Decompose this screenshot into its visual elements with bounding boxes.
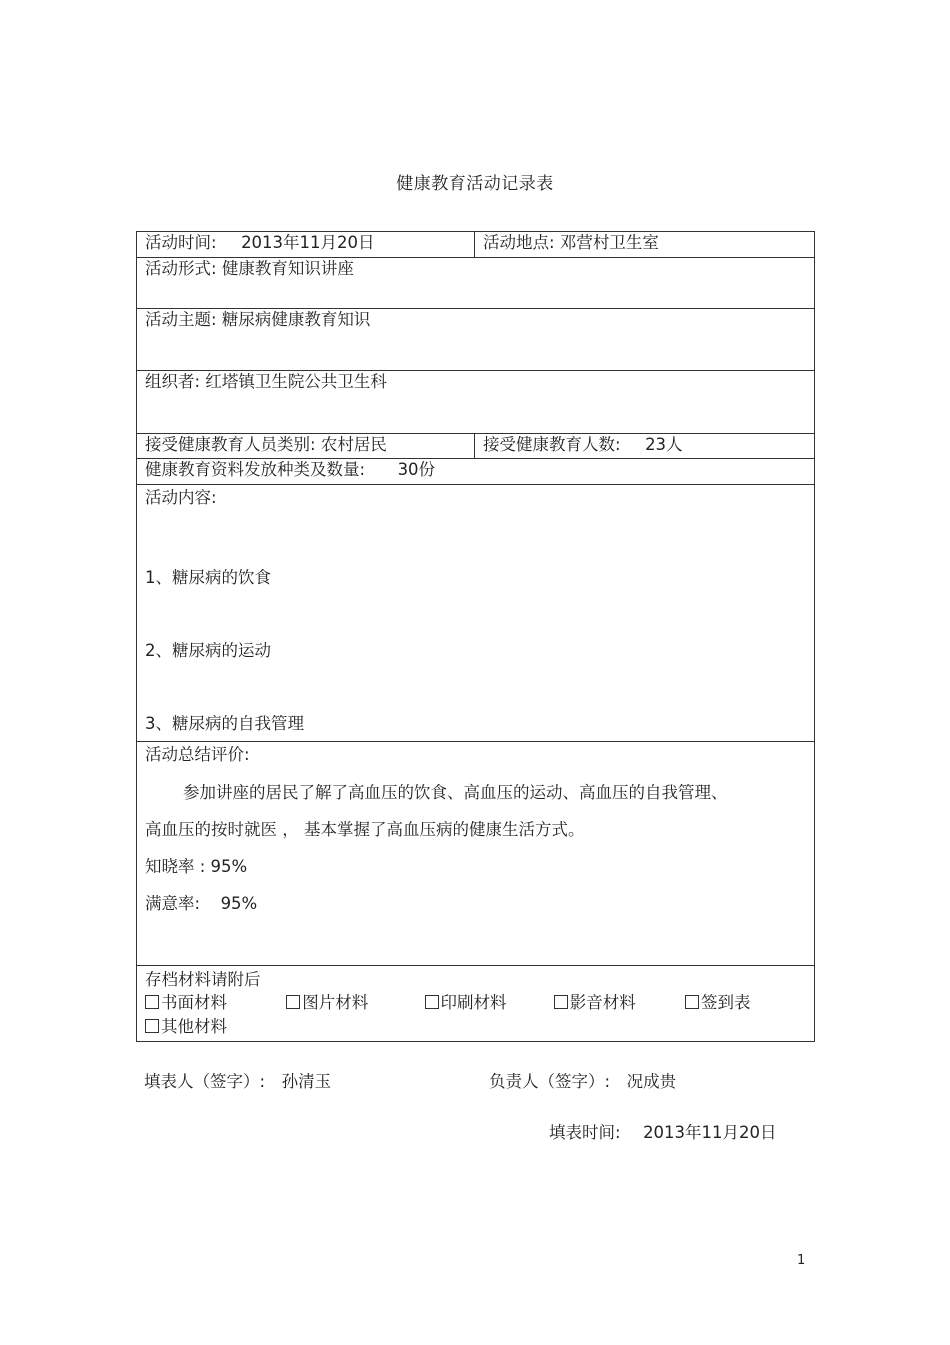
fill-date-value: 2013年11月20日 bbox=[643, 1123, 777, 1142]
checkbox-icon[interactable] bbox=[685, 995, 699, 1009]
satisfaction-value: 95% bbox=[220, 894, 258, 913]
owner-label: 负责人（签字）: bbox=[489, 1072, 611, 1091]
archive-option[interactable]: 图片材料 bbox=[286, 992, 419, 1014]
activity-place-value: 邓营村卫生室 bbox=[559, 233, 659, 252]
record-table bbox=[136, 231, 815, 1042]
summary-cell bbox=[137, 742, 815, 966]
activity-time-label: 活动时间: bbox=[145, 233, 217, 252]
summary-label: 活动总结评价: bbox=[145, 745, 250, 764]
content-item: 2、糖尿病的运动 bbox=[145, 641, 271, 660]
activity-place-cell bbox=[475, 232, 815, 258]
archive-option[interactable]: 影音材料 bbox=[554, 992, 680, 1014]
owner-name: 况成贵 bbox=[626, 1072, 677, 1091]
awareness-rate: 知晓率 : 95% bbox=[145, 857, 248, 876]
archive-option[interactable]: 印刷材料 bbox=[425, 992, 549, 1014]
audience-count-cell bbox=[475, 434, 815, 459]
satisfaction-label: 满意率: bbox=[145, 894, 201, 913]
summary-text-line: 参加讲座的居民了解了高血压的饮食、高血压的运动、高血压的自我管理、 bbox=[183, 783, 728, 802]
filler-label: 填表人（签字）: bbox=[144, 1072, 266, 1091]
filler-name: 孙清玉 bbox=[281, 1072, 332, 1091]
activity-time-cell bbox=[137, 232, 475, 258]
audience-count-label: 接受健康教育人数: bbox=[483, 435, 621, 454]
activity-time-value: 2013年11月20日 bbox=[241, 233, 375, 252]
filler-signature bbox=[144, 1068, 331, 1092]
summary-text-line: 高血压的按时就医 ， 基本掌握了高血压病的健康生活方式。 bbox=[145, 820, 585, 839]
checkbox-icon[interactable] bbox=[286, 995, 300, 1009]
organizer-label: 组织者: bbox=[145, 372, 201, 391]
audience-type-cell bbox=[137, 434, 475, 459]
activity-place-label: 活动地点: bbox=[483, 233, 555, 252]
checkbox-icon[interactable] bbox=[145, 995, 159, 1009]
fill-date-label: 填表时间: bbox=[549, 1123, 621, 1142]
activity-form-label: 活动形式: bbox=[145, 259, 217, 278]
archive-option[interactable]: 签到表 bbox=[685, 992, 751, 1014]
materials-label: 健康教育资料发放种类及数量: bbox=[145, 460, 366, 479]
archive-options-row bbox=[145, 992, 751, 1014]
activity-theme-label: 活动主题: bbox=[145, 310, 217, 329]
activity-theme-value: 糖尿病健康教育知识 bbox=[221, 310, 371, 329]
archive-cell bbox=[137, 966, 815, 1042]
organizer-cell bbox=[137, 371, 815, 434]
activity-form-cell bbox=[137, 258, 815, 309]
content-item: 3、糖尿病的自我管理 bbox=[145, 714, 304, 733]
content-item: 1、糖尿病的饮食 bbox=[145, 568, 271, 587]
activity-theme-cell bbox=[137, 309, 815, 371]
archive-option[interactable]: 其他材料 bbox=[145, 1016, 227, 1038]
archive-options-row bbox=[145, 1016, 227, 1038]
activity-content-cell bbox=[137, 485, 815, 742]
activity-form-value: 健康教育知识讲座 bbox=[221, 259, 354, 278]
archive-option[interactable]: 书面材料 bbox=[145, 992, 281, 1014]
checkbox-icon[interactable] bbox=[425, 995, 439, 1009]
page-number: 1 bbox=[797, 1253, 806, 1268]
organizer-value: 红塔镇卫生院公共卫生科 bbox=[205, 372, 387, 391]
owner-signature bbox=[489, 1068, 676, 1092]
activity-content-label: 活动内容: bbox=[145, 488, 217, 507]
fill-date bbox=[549, 1119, 777, 1143]
materials-value: 30份 bbox=[397, 460, 436, 479]
audience-type-label: 接受健康教育人员类别: bbox=[145, 435, 316, 454]
materials-cell bbox=[137, 459, 815, 485]
audience-count-value: 23人 bbox=[645, 435, 683, 454]
document-title: 健康教育活动记录表 bbox=[396, 174, 554, 194]
checkbox-icon[interactable] bbox=[145, 1019, 159, 1033]
audience-type-value: 农村居民 bbox=[320, 435, 387, 454]
archive-label: 存档材料请附后 bbox=[145, 970, 261, 989]
checkbox-icon[interactable] bbox=[554, 995, 568, 1009]
satisfaction-rate bbox=[145, 893, 257, 915]
